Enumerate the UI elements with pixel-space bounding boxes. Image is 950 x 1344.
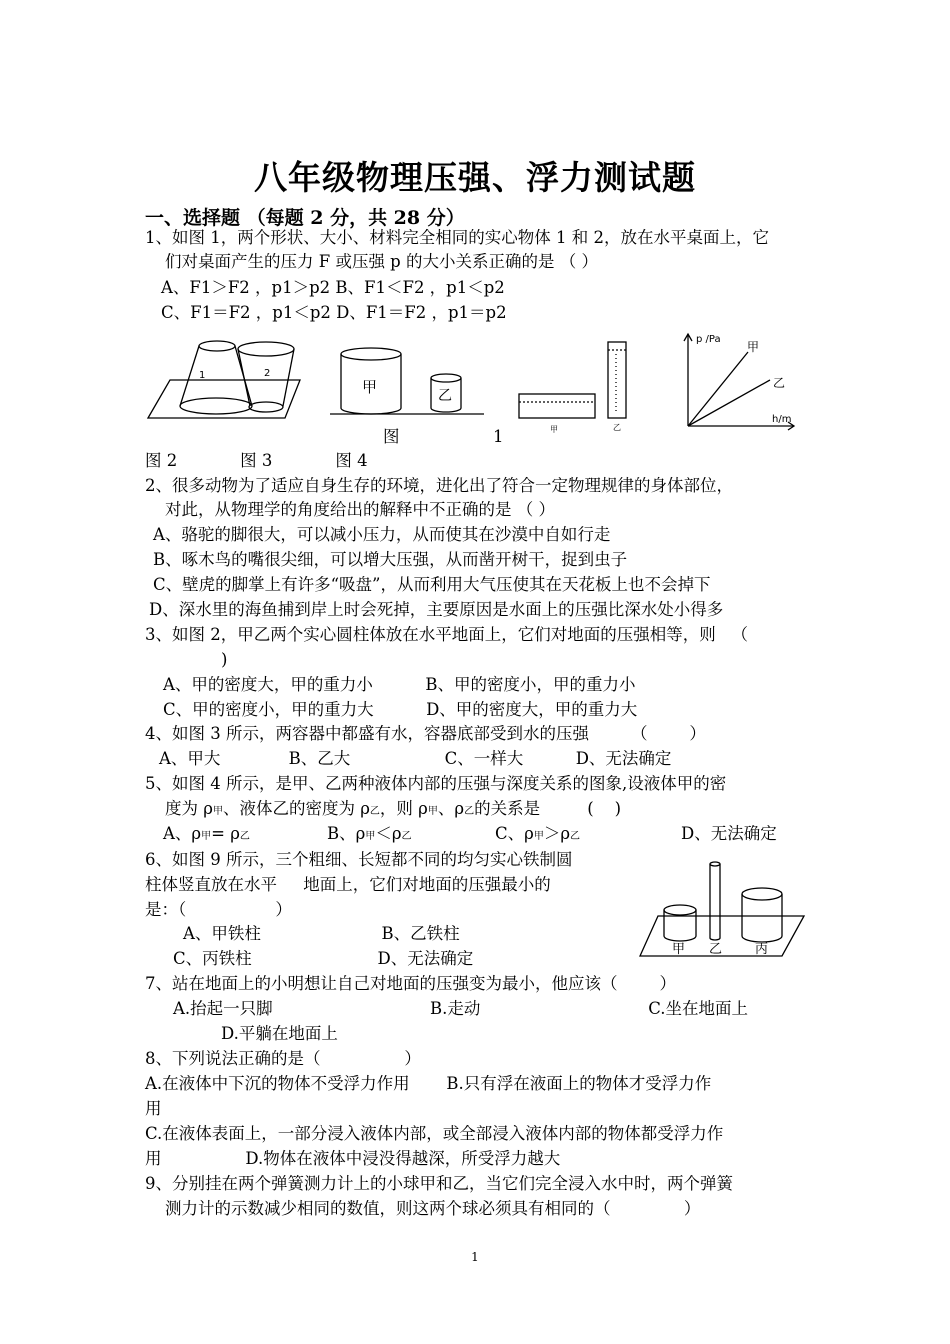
q2-stem-line2: 对此，从物理学的角度给出的解释中不正确的是 （ ） — [165, 500, 555, 519]
q8-line3: C.在液体表面上，一部分浸入液体内部，或全部浸入液体内部的物体都受浮力作 — [145, 1124, 724, 1143]
figure-9 — [632, 856, 807, 966]
q9-stem-line2: 测力计的示数减少相同的数值，则这两个球必须具有相同的（ ） — [165, 1199, 701, 1218]
line-yi-label: 乙 — [773, 376, 786, 390]
q7-stem: 7、站在地面上的小明想让自己对地面的压强变为最小，他应该（ ） — [145, 974, 676, 993]
y-axis-label: p /Pa — [696, 334, 721, 345]
q8-line1: A.在液体中下沉的物体不受浮力作用 B.只有浮在液面上的物体才受浮力作 — [145, 1074, 712, 1093]
q1-options-cd: C、F1＝F2 ，p1＜p2 D、F1＝F2 ，p1＝p2 — [161, 303, 507, 322]
q5-option-b: B、ρ甲＜ρ乙 — [327, 824, 412, 843]
q4-options: A、甲大 B、乙大 C、一样大 D、无法确定 — [159, 749, 672, 768]
q6-stem-line1: 6、如图 9 所示，三个粗细、长短都不同的均匀实心铁制圆 — [145, 850, 573, 869]
page-number: 1 — [471, 1250, 479, 1264]
figure-1 — [148, 341, 300, 418]
q4-stem: 4、如图 3 所示，两容器中都盛有水，容器底部受到水的压强 （ ） — [145, 724, 706, 743]
q5-stem-line1: 5、如图 4 所示，是甲、乙两种液体内部的压强与深度关系的图象,设液体甲的密 — [145, 774, 727, 793]
object-1-label: 1 — [199, 370, 206, 381]
q8-line2: 用 — [145, 1099, 162, 1118]
q6-options-cd: C、丙铁柱 D、无法确定 — [173, 949, 474, 968]
q8-line4: 用 D.物体在液体中浸没得越深，所受浮力越大 — [145, 1149, 561, 1168]
figure-captions: 图 2 图 3 图 4 — [145, 451, 368, 470]
q5-option-c: C、ρ甲＞ρ乙 — [495, 824, 581, 843]
q6-stem-line3: 是：（ ） — [145, 900, 292, 919]
q9-stem-line1: 9、分别挂在两个弹簧测力计上的小球甲和乙，当它们完全浸入水中时，两个弹簧 — [145, 1174, 733, 1193]
figure-4 — [684, 334, 794, 430]
q2-option-d: D、深水里的海鱼捕到岸上时会死掉，主要原因是水面上的压强比深水处小得多 — [149, 600, 724, 619]
q6-options-ab: A、甲铁柱 B、乙铁柱 — [183, 924, 460, 943]
q1-stem-line1: 1、如图 1，两个形状、大小、材料完全相同的实心物体 1 和 2，放在水平桌面上，它 — [145, 228, 769, 247]
q2-option-a: A、骆驼的脚很大，可以减小压力，从而使其在沙漠中自如行走 — [153, 525, 611, 544]
figure-3 — [519, 342, 626, 434]
figure-strip — [140, 328, 820, 446]
q7-option-d: D.平躺在地面上 — [221, 1024, 338, 1043]
q2-option-b: B、啄木鸟的嘴很尖细，可以增大压强，从而凿开树干，捉到虫子 — [153, 550, 628, 569]
q6-stem-line2: 柱体竖直放在水平 地面上，它们对地面的压强最小的 — [145, 875, 551, 894]
q3-options-ab: A、甲的密度大，甲的重力小 B、甲的密度小，甲的重力小 — [163, 675, 636, 694]
q7-options: A.抬起一只脚 B.走动 C.坐在地面上 — [173, 999, 748, 1018]
q8-stem: 8、下列说法正确的是（ ） — [145, 1049, 421, 1068]
object-2-label: 2 — [264, 368, 271, 379]
page-title: 八年级物理压强、浮力测试题 — [254, 158, 696, 197]
x-axis-label: h/m — [772, 414, 792, 425]
container-yi-label: 乙 — [613, 423, 621, 432]
q1-stem-line2: 们对桌面产生的压力 F 或压强 p 的大小关系正确的是 （ ） — [165, 252, 598, 271]
cylinder-jia-label: 甲 — [362, 378, 378, 396]
q2-option-c: C、壁虎的脚掌上有许多“吸盘”，从而利用大气压使其在天花板上也不会掉下 — [153, 575, 711, 594]
q3-stem-line2: ) — [221, 650, 228, 669]
q5-stem-line2: 度为 ρ甲、液体乙的密度为 ρ乙，则 ρ甲、ρ乙的关系是 ( ) — [165, 799, 622, 818]
figure-2 — [330, 348, 484, 414]
fig1-caption-a: 图 — [383, 427, 400, 446]
fig1-caption-b: 1 — [493, 427, 504, 446]
section-heading: 一、选择题 （每题 2 分，共 28 分） — [145, 207, 465, 229]
iron-column-jia-label: 甲 — [672, 942, 686, 957]
cylinder-yi-label: 乙 — [438, 388, 452, 404]
q5-option-a: A、ρ甲= ρ乙 — [163, 824, 250, 843]
iron-column-yi-label: 乙 — [709, 942, 723, 957]
container-jia-label: 甲 — [550, 425, 558, 434]
q5-option-d: D、无法确定 — [681, 824, 777, 843]
q2-stem-line1: 2、很多动物为了适应自身生存的环境，进化出了符合一定物理规律的身体部位， — [145, 476, 733, 495]
q1-options-ab: A、F1＞F2 ，p1＞p2 B、F1＜F2 ，p1＜p2 — [161, 278, 505, 297]
line-jia-label: 甲 — [747, 340, 760, 354]
iron-column-bing-label: 丙 — [755, 942, 769, 957]
q3-stem-line1: 3、如图 2，甲乙两个实心圆柱体放在水平地面上，它们对地面的压强相等，则 （ — [145, 625, 748, 644]
q3-options-cd: C、甲的密度小，甲的重力大 D、甲的密度大，甲的重力大 — [163, 700, 638, 719]
